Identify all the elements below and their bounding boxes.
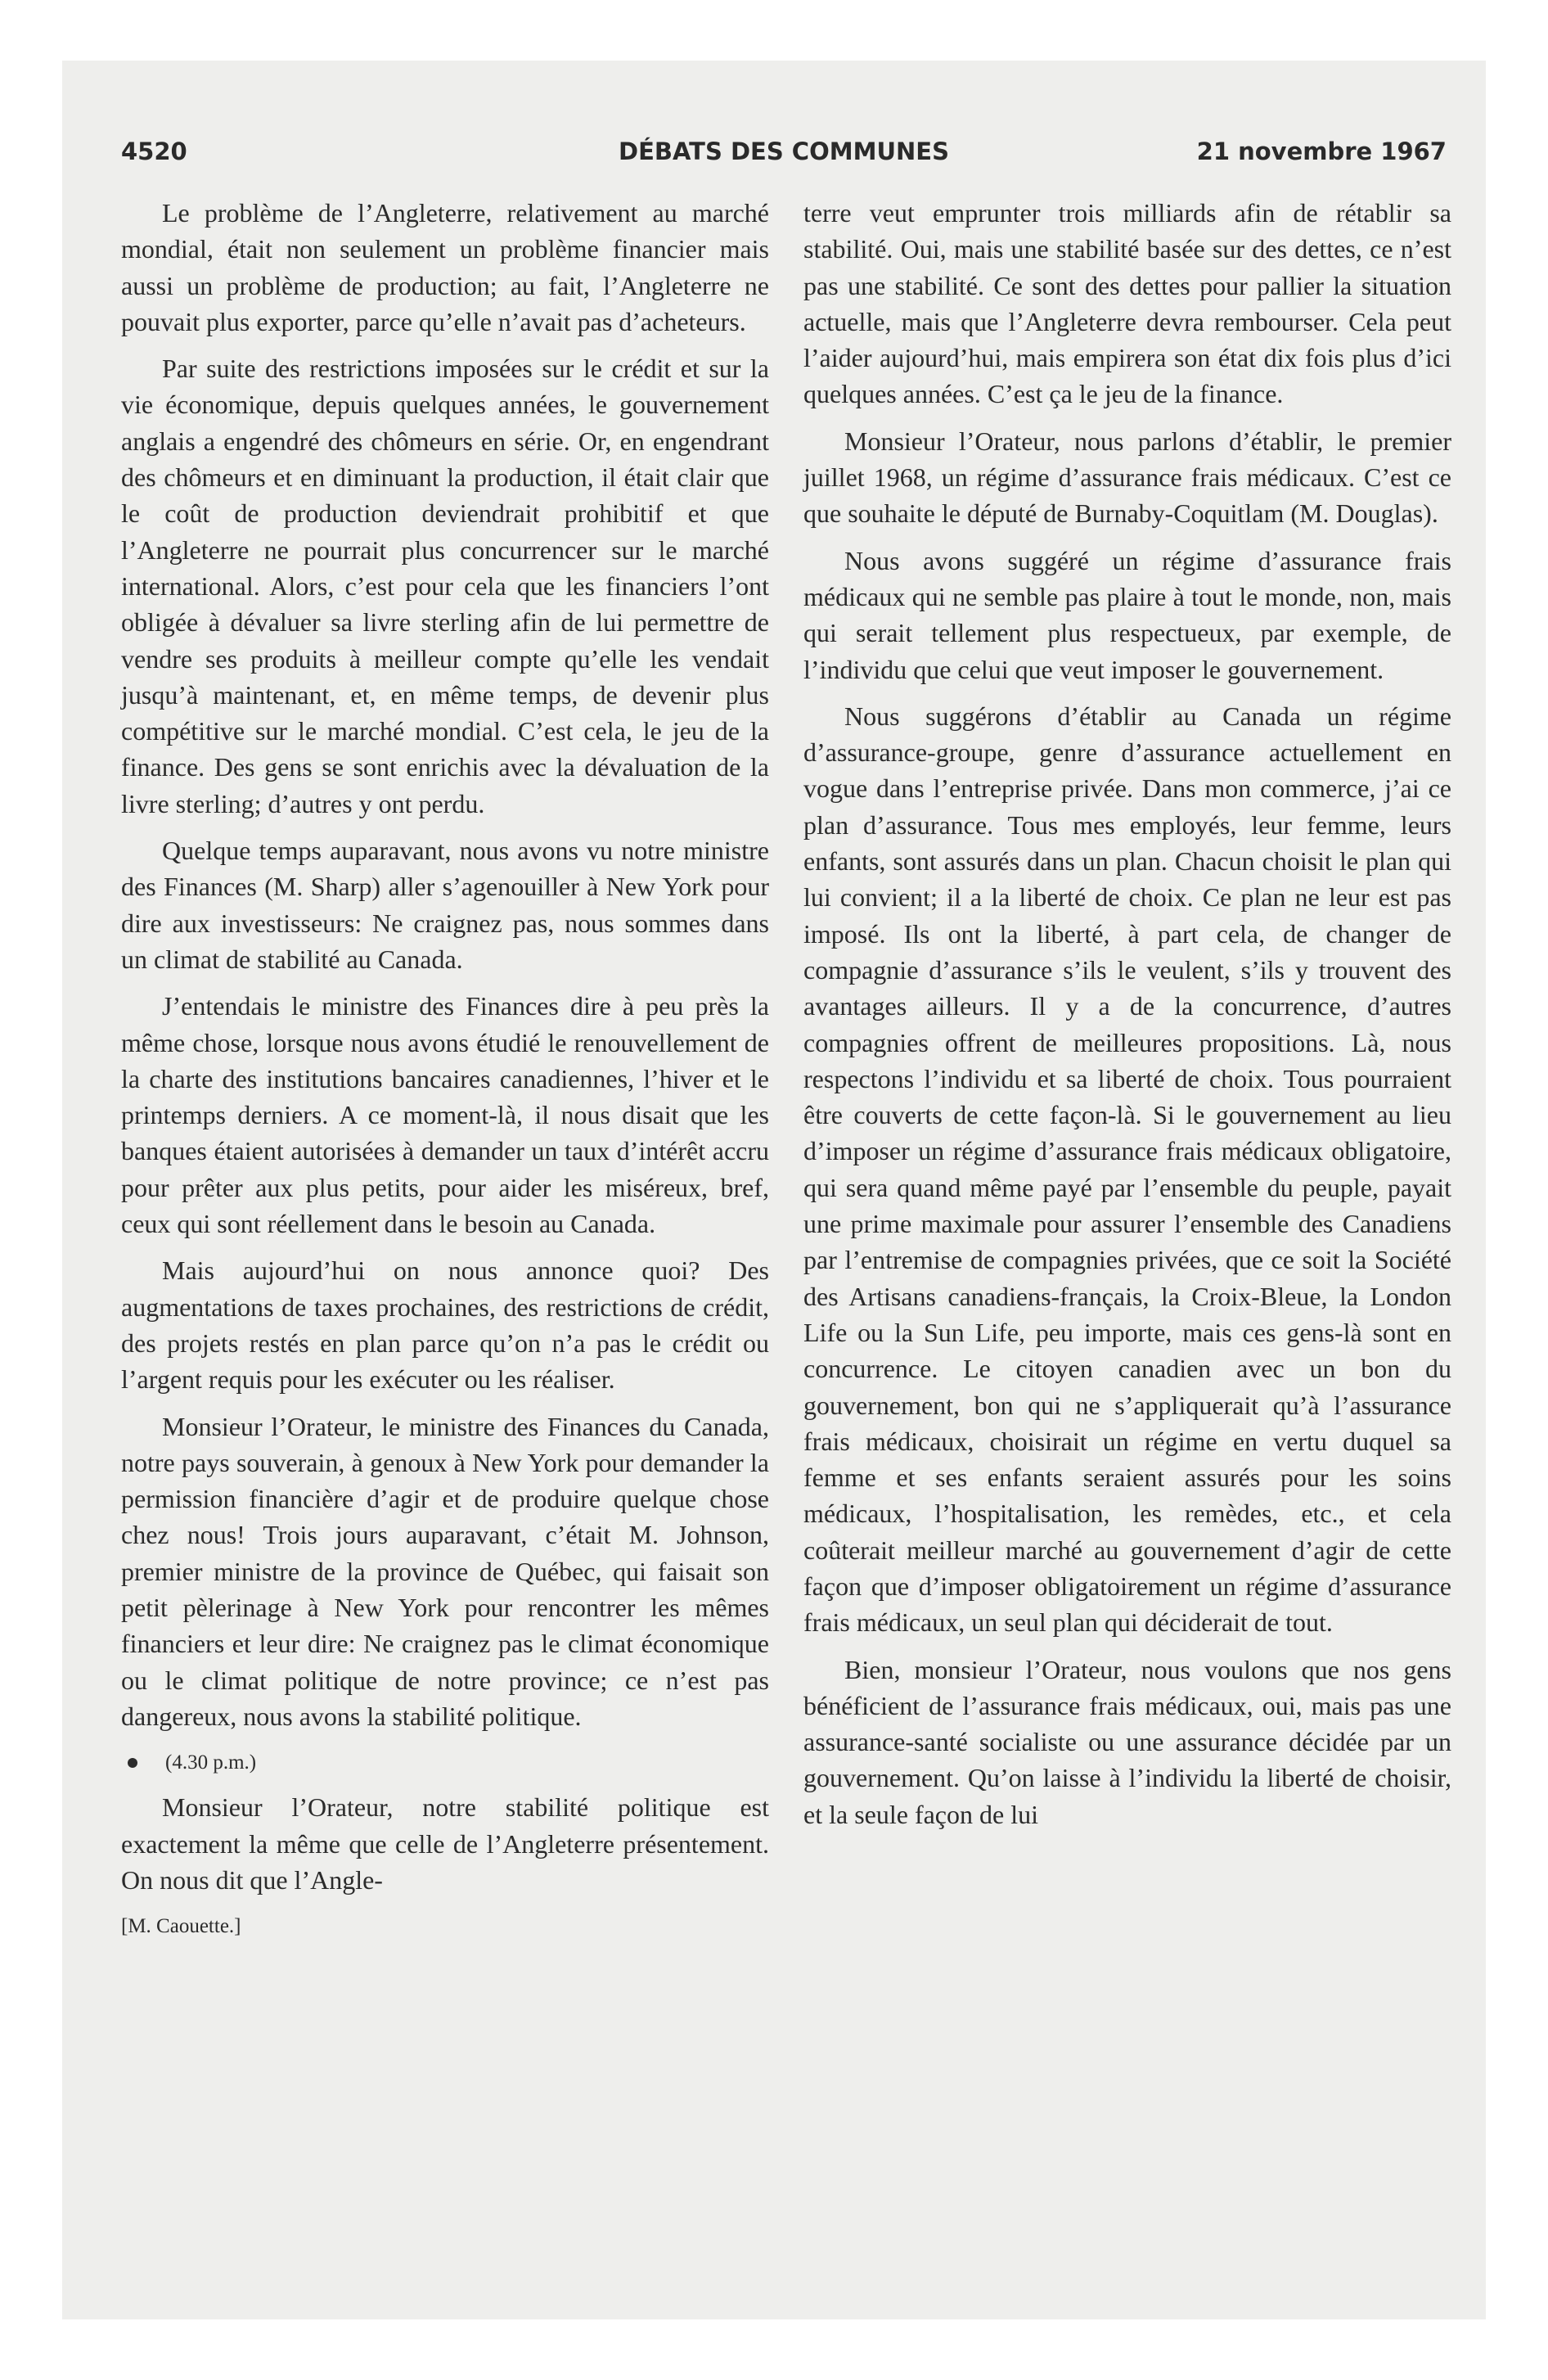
paragraph: Le problème de l’Angleterre, relativement au marché mondial, était non seulement un problème financier mais aussi un problème de production; au fait, l’Angleterre ne pouvait plus exporter, parce qu’elle n’avait pas d’acheteurs. bbox=[121, 198, 769, 336]
paragraph: Par suite des restrictions imposées sur le crédit et sur la vie économique, depuis quelques années, le gouvernement anglais a engendré des chômeurs en série. Or, en engendrant des chômeurs et en diminuant la production, il était clair que le coût de production deviendrait prohibitif et que l’Angleterre ne pourrait plus concurrencer sur le marché international. Alors, c’est pour cela que les financiers l’ont obligée à dévaluer sa livre sterling afin de lui permettre de vendre ses produits à meilleur compte qu’elle les vendait jusqu’à maintenant, et, en même temps, de devenir plus compétitive sur le marché mondial. C’est cela, le jeu de la finance. Des gens se sont enrichis avec la dévaluation de la livre sterling; d’autres y ont perdu. bbox=[121, 354, 769, 818]
paragraph: Quelque temps auparavant, nous avons vu notre ministre des Finances (M. Sharp) aller s’agenouiller à New York pour dire aux investisseurs: Ne craignez pas, nous sommes dans un climat de stabilité au Canada. bbox=[121, 836, 769, 974]
paragraph: Monsieur l’Orateur, le ministre des Finances du Canada, notre pays souverain, à genoux à New York pour demander la permission financière d’agir et de produire quelque chose chez nous! Trois jours auparavant, c’était M. Johnson, premier ministre de la province de Québec, qui faisait son petit pèlerinage à New York pour rencontrer les mêmes financiers et leur dire: Ne craignez pas le climat économique ou le climat politique de notre province; ce n’est pas dangereux, nous avons la stabilité politique. bbox=[121, 1411, 769, 1731]
paragraph: Nous suggérons d’établir au Canada un régime d’assurance-groupe, genre d’assurance actuellement en vogue dans l’entreprise privée. Dans mon commerce, j’ai ce plan d’assurance. Tous mes employés, leur femme, leurs enfants, sont assurés dans un plan. Chacun choisit le plan qui lui convient; il a la liberté de choix. Ce plan ne leur est pas imposé. Ils ont la liberté, à part cela, de changer de compagnie d’assurance s’ils le veulent, s’ils y trouvent des avantages ailleurs. Il y a de la concurrence, d’autres compagnies offrent de meilleures propositions. Là, nous respectons l’individu et sa liberté de choix. Tous pourraient être couverts de cette façon-là. Si le gouvernement au lieu d’imposer un régime d’assurance frais médicaux obligatoire, qui sera quand même payé par l’ensemble du peuple, payait une prime maximale pour assurer l’ensemble des Canadiens par l’entremise de compagnies privées, que ce soit la Société des Artisans canadiens-français, la Croix-Bleue, la London Life ou la Sun Life, peu importe, mais ces gens-là sont en concurrence. Le citoyen canadien avec un bon du gouvernement, bon qui ne s’appliquerait qu’à l’assurance frais médicaux, choisirait un régime en vertu duquel sa femme et ses enfants seraient assurés pour les soins médicaux, l’hospitalisation, les remèdes, etc., et cela coûterait meilleur marché au gouvernement d’agir de cette façon que d’imposer obligatoirement un régime d’assurance frais médicaux, un seul plan qui déciderait de tout. bbox=[803, 701, 1451, 1638]
left-column bbox=[121, 195, 769, 1945]
bullet-icon bbox=[128, 1758, 137, 1768]
page-number: 4520 bbox=[121, 137, 187, 165]
paragraph: Bien, monsieur l’Orateur, nous voulons que nos gens bénéficient de l’assurance frais médicaux, oui, mais pas une assurance-santé socialiste ou une assurance décidée par un gouvernement. Qu’on laisse à l’individu la liberté de choisir, et la seule façon de lui bbox=[803, 1654, 1451, 1829]
page-header bbox=[121, 137, 1447, 174]
publication-title: DÉBATS DES COMMUNES bbox=[619, 137, 949, 165]
paragraph: Monsieur l’Orateur, notre stabilité politique est exactement la même que celle de l’Angleterre présentement. On nous dit que l’Angle- bbox=[121, 1792, 769, 1895]
speaker-attribution: [M. Caouette.] bbox=[121, 1915, 241, 1938]
paragraph: Mais aujourd’hui on nous annonce quoi? Des augmentations de taxes prochaines, des restrictions de crédit, des projets restés en plan parce qu’on n’a pas le crédit ou l’argent requis pour les exécuter ou les réaliser. bbox=[121, 1255, 769, 1395]
paragraph: terre veut emprunter trois milliards afin de rétablir sa stabilité. Oui, mais une stabilité basée sur des dettes, ce n’est pas une stabilité. Ce sont des dettes pour pallier la situation actuelle, mais que l’Angleterre devra rembourser. Cela peut l’aider aujourd’hui, mais empirera son état dix fois plus d’ici quelques années. C’est ça le jeu de la finance. bbox=[803, 198, 1451, 409]
right-column bbox=[803, 195, 1451, 1843]
time-marker bbox=[121, 1745, 769, 1781]
session-date: 21 novembre 1967 bbox=[1196, 137, 1447, 165]
paragraph: Monsieur l’Orateur, nous parlons d’établir, le premier juillet 1968, un régime d’assurance frais médicaux. C’est ce que souhaite le député de Burnaby-Coquitlam (M. Douglas). bbox=[803, 426, 1451, 529]
paragraph: Nous avons suggéré un régime d’assurance frais médicaux qui ne semble pas plaire à tout le monde, non, mais qui serait tellement plus respectueux, par exemple, de l’individu que celui que veut imposer le gouvernement. bbox=[803, 545, 1451, 684]
time-marker-text: (4.30 p.m.) bbox=[165, 1751, 257, 1774]
paragraph: J’entendais le ministre des Finances dire à peu près la même chose, lorsque nous avons étudié le renouvellement de la charte des institutions bancaires canadiennes, l’hiver et le printemps derniers. A ce moment-là, il nous disait que les banques étaient autorisées à demander un taux d’intérêt accru pour prêter aux plus petits, pour aider les miséreux, bref, ceux qui sont réellement dans le besoin au Canada. bbox=[121, 991, 769, 1239]
